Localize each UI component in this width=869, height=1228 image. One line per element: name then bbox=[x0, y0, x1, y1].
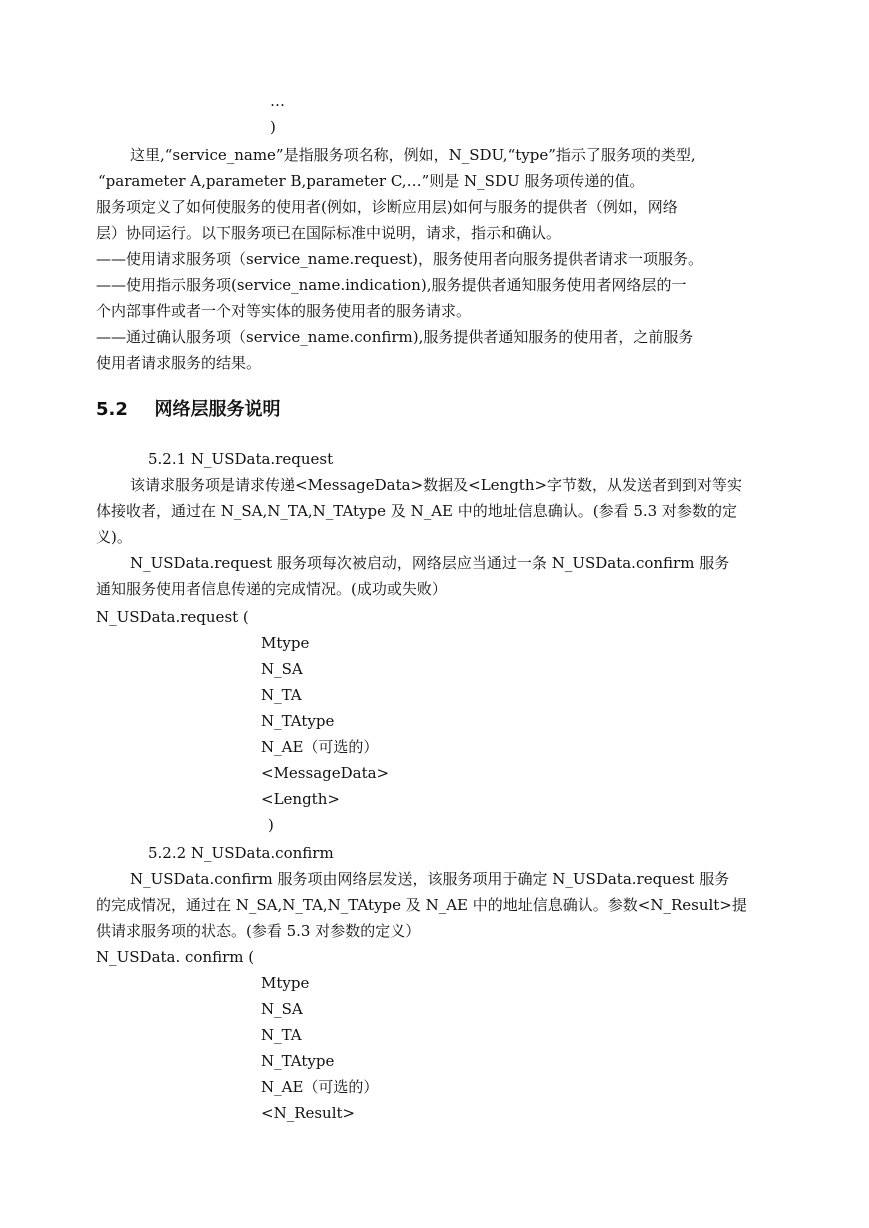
request-p1-line3: 义)。 bbox=[96, 528, 132, 546]
request-param: <Length> bbox=[261, 790, 340, 808]
subsection-heading-request: 5.2.1 N_USData.request bbox=[148, 450, 334, 468]
close-paren-line: ) bbox=[270, 118, 276, 136]
confirm-p1-line2: 的完成情况，通过在 N_SA,N_TA,N_TAtype 及 N_AE 中的地址信息确认。参数<N_Result>提 bbox=[96, 896, 747, 914]
intro-p1-line2: “parameter A,parameter B,parameter C,…”则是 N_SDU 服务项传递的值。 bbox=[98, 172, 645, 190]
confirm-param: <N_Result> bbox=[261, 1104, 356, 1122]
intro-p5-line2: 使用者请求服务的结果。 bbox=[96, 354, 262, 372]
confirm-param: N_TA bbox=[261, 1026, 302, 1044]
intro-p3-line1: ——使用请求服务项（service_name.request)，服务使用者向服务提供者请求一项服务。 bbox=[96, 250, 704, 268]
confirm-param: N_TAtype bbox=[261, 1052, 335, 1070]
request-param: <MessageData> bbox=[261, 764, 390, 782]
ellipsis-line: … bbox=[270, 92, 285, 110]
intro-p4-line2: 个内部事件或者一个对等实体的服务使用者的服务请求。 bbox=[96, 302, 472, 320]
request-p2-line2: 通知服务使用者信息传递的完成情况。(成功或失败） bbox=[96, 580, 447, 598]
request-param: N_TAtype bbox=[261, 712, 335, 730]
request-param: Mtype bbox=[261, 634, 310, 652]
confirm-param: N_SA bbox=[261, 1000, 303, 1018]
section-heading bbox=[96, 396, 280, 424]
intro-p2-line2: 层）协同运行。以下服务项已在国际标准中说明，请求，指示和确认。 bbox=[96, 224, 562, 242]
intro-p5-line1: ——通过确认服务项（service_name.confirm),服务提供者通知服务的使用者，之前服务 bbox=[96, 328, 694, 346]
confirm-p1-line1: N_USData.confirm 服务项由网络层发送，该服务项用于确定 N_USData.request 服务 bbox=[130, 870, 730, 888]
subsection-heading-confirm: 5.2.2 N_USData.confirm bbox=[148, 844, 334, 862]
request-param: N_SA bbox=[261, 660, 303, 678]
request-param: N_AE（可选的） bbox=[261, 738, 379, 756]
intro-p2-line1: 服务项定义了如何使服务的使用者(例如，诊断应用层)如何与服务的提供者（例如，网络 bbox=[96, 198, 678, 216]
confirm-call-signature: N_USData. confirm ( bbox=[96, 948, 255, 966]
confirm-param: Mtype bbox=[261, 974, 310, 992]
request-close-paren: ) bbox=[268, 816, 274, 834]
request-call-signature: N_USData.request ( bbox=[96, 608, 249, 626]
intro-p4-line1: ——使用指示服务项(service_name.indication),服务提供者通知服务使用者网络层的一 bbox=[96, 276, 687, 294]
request-param: N_TA bbox=[261, 686, 302, 704]
intro-p1-line1: 这里,“service_name”是指服务项名称，例如，N_SDU,“type”指示了服务项的类型, bbox=[130, 146, 696, 164]
request-p2-line1: N_USData.request 服务项每次被启动，网络层应当通过一条 N_USData.confirm 服务 bbox=[130, 554, 730, 572]
section-title: 网络层服务说明 bbox=[154, 399, 281, 420]
request-p1-line2: 体接收者，通过在 N_SA,N_TA,N_TAtype 及 N_AE 中的地址信息确认。(参看 5.3 对参数的定 bbox=[96, 502, 737, 520]
request-p1-line1: 该请求服务项是请求传递<MessageData>数据及<Length>字节数，从发送者到到对等实 bbox=[130, 476, 743, 494]
confirm-param: N_AE（可选的） bbox=[261, 1078, 379, 1096]
confirm-p1-line3: 供请求服务项的状态。(参看 5.3 对参数的定义） bbox=[96, 922, 421, 940]
section-number: 5.2 bbox=[96, 399, 128, 420]
